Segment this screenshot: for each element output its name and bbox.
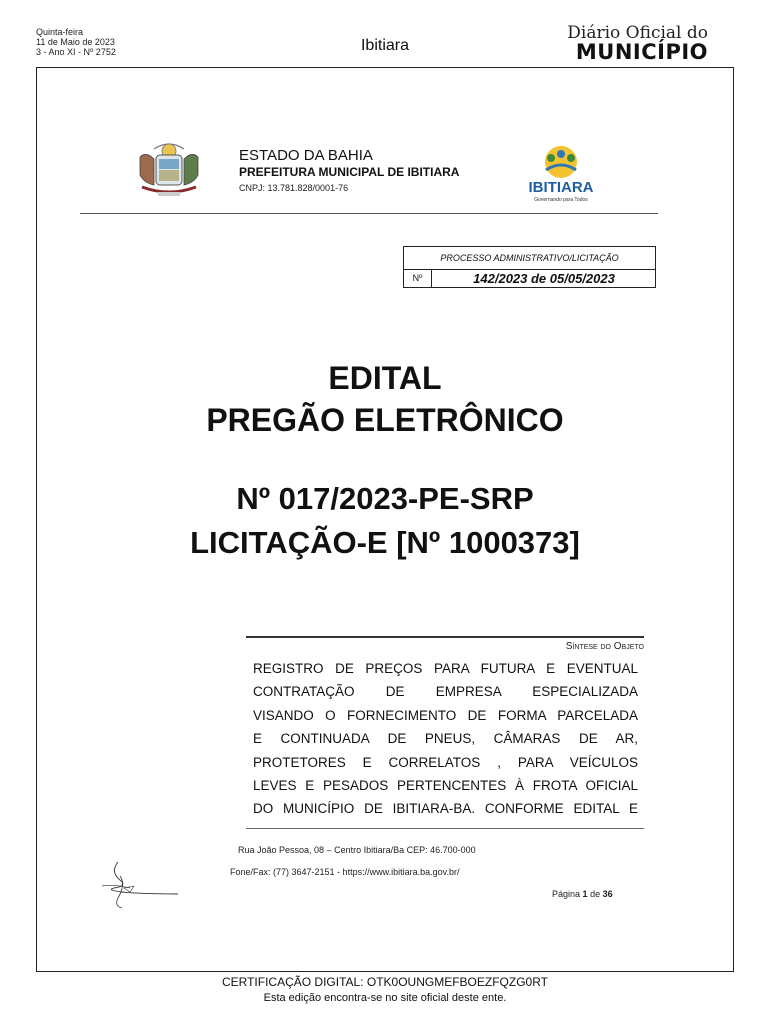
prefecture-cnpj: CNPJ: 13.781.828/0001-76 [239, 183, 349, 193]
title-pregao: PREGÃO ELETRÔNICO [206, 402, 564, 438]
sintese-bottom-rule [246, 828, 644, 829]
page-total: 36 [602, 889, 613, 899]
footer-address: Rua João Pessoa, 08 – Centro Ibitiara/Ba CEP: 46.700-000 [238, 845, 476, 855]
brand-line1: Diário Oficial do [567, 23, 708, 43]
title-edital: EDITAL [328, 360, 442, 396]
process-number-label: Nº [404, 269, 432, 288]
sintese-line: CONTRATAÇÃO DE EMPRESA ESPECIALIZADA [253, 684, 638, 700]
brand-line2: MUNICÍPIO [575, 40, 708, 64]
digital-certification: CERTIFICAÇÃO DIGITAL: OTK0OUNGMEFBOEZFQZG0RT [221, 975, 549, 989]
ibitiara-logo [518, 144, 604, 204]
city-name: Ibitiara [360, 37, 410, 54]
prefecture-name: PREFEITURA MUNICIPAL DE IBITIARA [239, 165, 460, 179]
edition-note: Esta edição encontra-se no site oficial deste ente. [263, 992, 507, 1004]
process-box [403, 246, 656, 288]
footer-phone: Fone/Fax: (77) 3647-2151 - https://www.ibitiara.ba.gov.br/ [230, 867, 460, 877]
page-prefix: Página [552, 889, 581, 899]
page-indicator [552, 889, 613, 899]
state-name: ESTADO DA BAHIA [239, 147, 373, 164]
document-frame [36, 67, 734, 972]
sintese-line: DO MUNICÍPIO DE IBITIARA-BA. CONFORME EDITAL E [253, 801, 638, 817]
signature-icon [100, 858, 180, 910]
sintese-line: REGISTRO DE PREÇOS PARA FUTURA E EVENTUAL [253, 661, 638, 676]
sintese-top-rule [246, 636, 644, 638]
edition-date: 11 de Maio de 2023 [36, 37, 115, 47]
sintese-line: E CONTINUADA DE PNEUS, CÂMARAS DE AR, [253, 731, 638, 747]
sintese-label: Síntese do Objeto [565, 641, 644, 652]
sintese-body [253, 657, 638, 821]
page-current: 1 [582, 889, 588, 899]
logo-text: IBITIARA [528, 179, 594, 196]
edition-number: 3 - Ano XI - Nº 2752 [36, 47, 116, 57]
diario-oficial-logo [567, 24, 708, 62]
sintese-line: VISANDO O FORNECIMENTO DE FORMA PARCELADA [253, 707, 638, 723]
sintese-line: LEVES E PESADOS PERTENCENTES À FROTA OFICIAL [253, 778, 638, 794]
process-label: PROCESSO ADMINISTRATIVO/LICITAÇÃO [404, 247, 655, 270]
page-of: de [590, 889, 601, 899]
header-divider [80, 213, 658, 214]
title-numero: Nº 017/2023-PE-SRP [236, 481, 534, 516]
process-number-value: 142/2023 de 05/05/2023 [473, 271, 615, 286]
title-licitacao: LICITAÇÃO-E [Nº 1000373] [190, 525, 580, 560]
coat-of-arms-icon [132, 137, 206, 199]
sintese-line: PROTETORES E CORRELATOS , PARA VEÍCULOS [253, 754, 638, 770]
weekday: Quinta-feira [36, 27, 84, 37]
logo-slogan: Governando para Todos [534, 197, 588, 203]
